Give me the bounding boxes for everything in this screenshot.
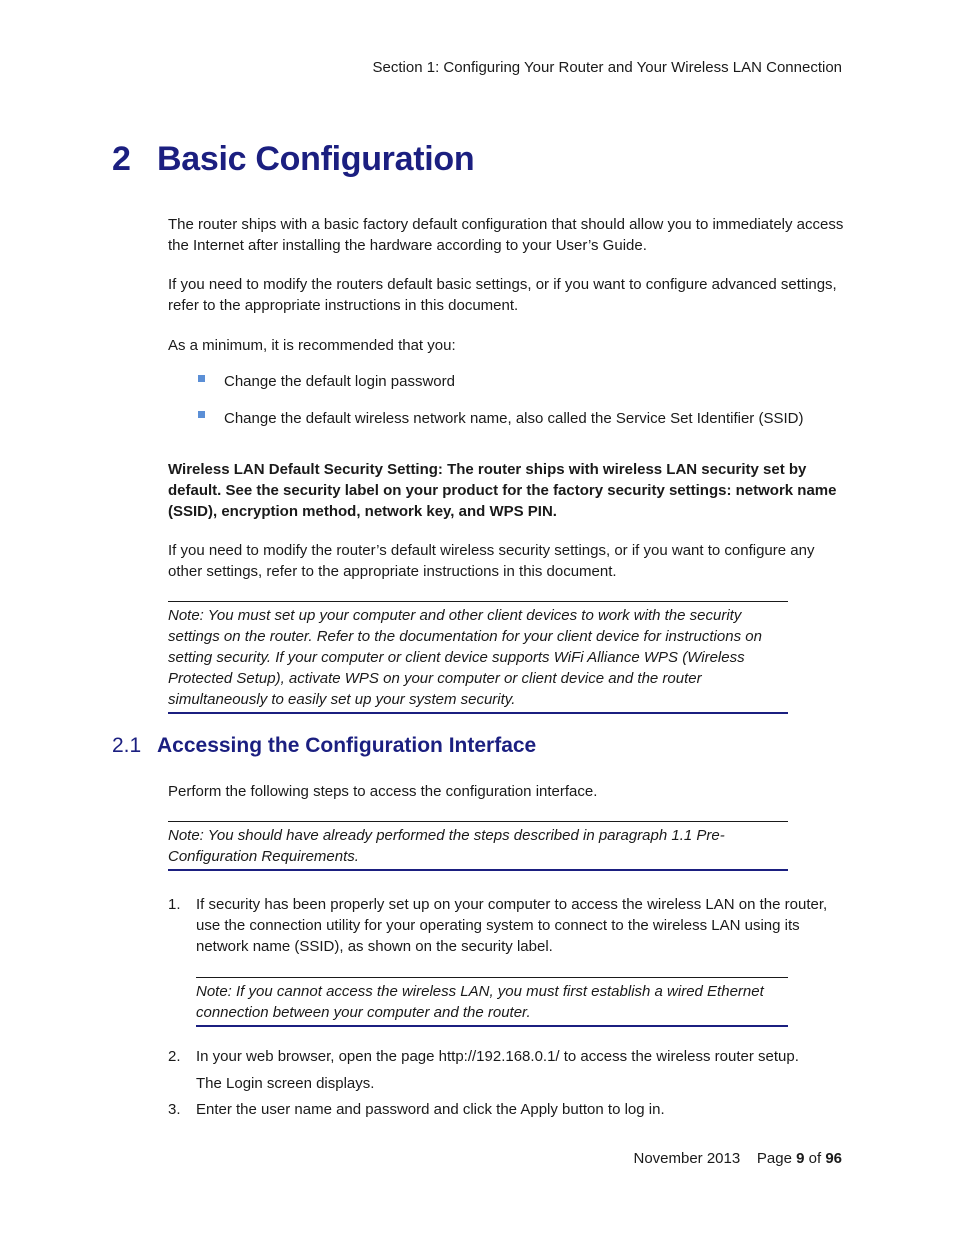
footer-date: November 2013 [633, 1150, 741, 1167]
chapter-number: 2 [112, 140, 131, 178]
intro-paragraph-3: As a minimum, it is recommended that you: [168, 337, 456, 354]
footer-of-label: of [808, 1150, 822, 1167]
square-bullet-icon [198, 410, 208, 420]
chapter-heading [112, 140, 474, 179]
preconfig-note-text: Note: You should have already performed the steps described in paragraph 1.1 Pre-Configuration Requirements. [168, 827, 725, 865]
intro-paragraph-2: If you need to modify the routers default basic settings, or if you want to configure advanced settings, refer to the appropriate instructions in this document. [168, 276, 837, 314]
step-number: 3. [168, 1101, 181, 1118]
section-intro-paragraph: Perform the following steps to access the configuration interface. [168, 783, 598, 800]
step-text: If security has been properly set up on your computer to access the wireless LAN on the router, use the connection utility for your operating system to connect to the wireless LAN using its network name (SSID), as shown on the security label. [196, 896, 828, 955]
step-text: In your web browser, open the page http://192.168.0.1/ to access the wireless router setup. [196, 1048, 799, 1065]
bullet-item: Change the default login password [224, 373, 455, 390]
intro-paragraph-4: If you need to modify the router’s default wireless security settings, or if you want to configure any other settings, refer to the appropriate instructions in this document. [168, 542, 815, 580]
footer-page-label: Page [756, 1150, 792, 1167]
step-text: Enter the user name and password and click the Apply button to log in. [196, 1101, 665, 1118]
step-subtext: The Login screen displays. [196, 1075, 375, 1092]
footer-page-number: 9 [796, 1150, 805, 1167]
page-footer [633, 1148, 842, 1169]
square-bullet-icon [198, 374, 208, 384]
section-number: 2.1 [112, 734, 142, 757]
step-number: 2. [168, 1048, 181, 1065]
chapter-title: Basic Configuration [157, 140, 475, 178]
wired-connection-note [196, 977, 788, 1027]
preconfig-note [168, 821, 788, 871]
footer-total-pages: 96 [825, 1150, 842, 1167]
security-setting-paragraph: Wireless LAN Default Security Setting: The router ships with wireless LAN security set by default. See the security label on your product for the factory security settings: network name (SSID), encryption method, network key, and WPS PIN. [168, 461, 837, 520]
intro-paragraph-1: The router ships with a basic factory default configuration that should allow you to immediately access the Internet after installing the hardware according to your User’s Guide. [168, 216, 844, 254]
running-header: Section 1: Configuring Your Router and Your Wireless LAN Connection [372, 59, 842, 76]
section-title: Accessing the Configuration Interface [157, 734, 537, 757]
wired-connection-note-text: Note: If you cannot access the wireless LAN, you must first establish a wired Ethernet connection between your computer and the router. [196, 983, 764, 1021]
step-number: 1. [168, 896, 181, 913]
section-heading [112, 734, 536, 758]
security-note-text: Note: You must set up your computer and other client devices to work with the security settings on the router. Refer to the documentation for your client device for instructions on setting security. If your computer or client device supports WiFi Alliance WPS (Wireless Protected Setup), activate WPS on your computer or client device and the router simultaneously to easily set up your system security. [168, 607, 762, 708]
bullet-item: Change the default wireless network name, also called the Service Set Identifier (SSID) [224, 410, 804, 427]
security-note [168, 601, 788, 714]
